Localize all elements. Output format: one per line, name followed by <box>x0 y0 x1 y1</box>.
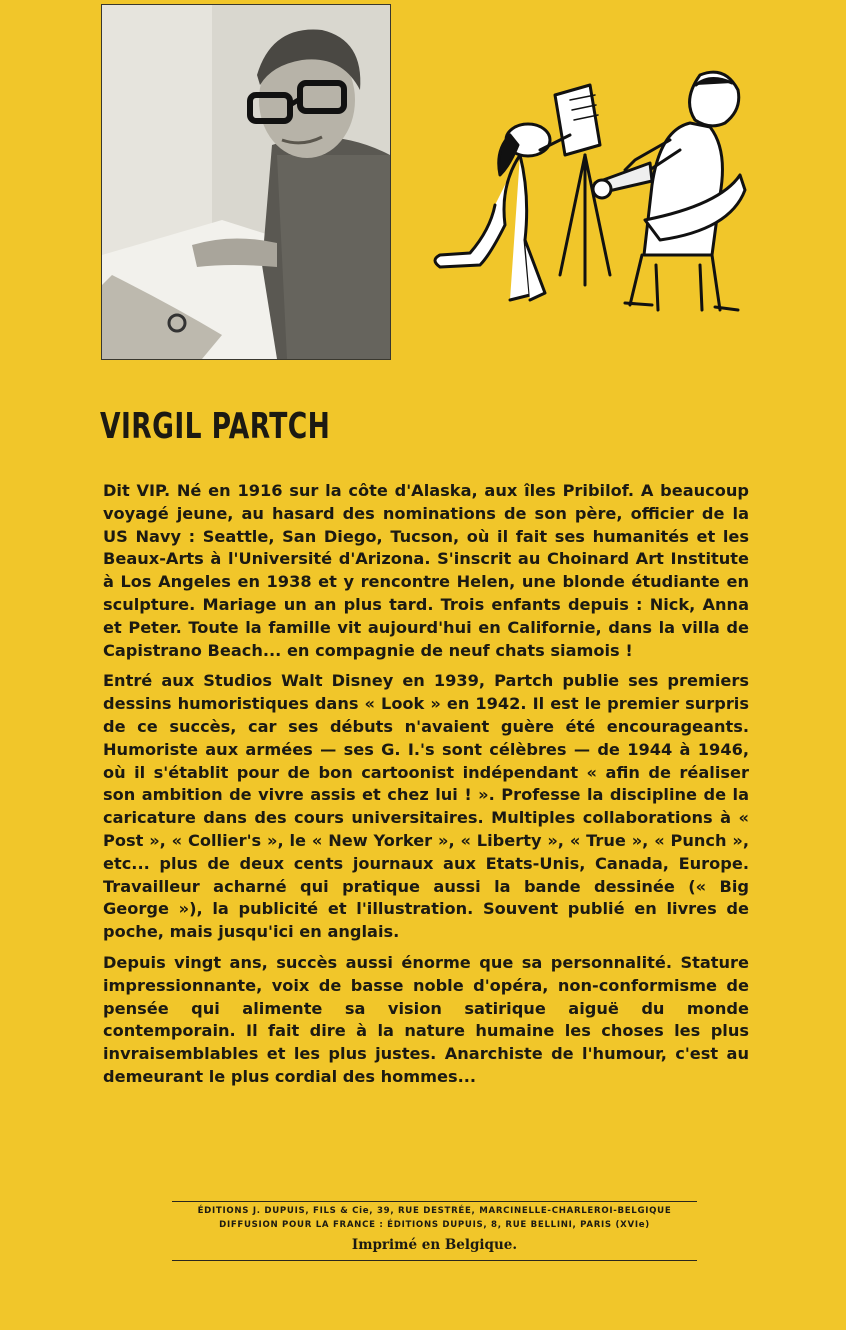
bio-paragraph: Depuis vingt ans, succès aussi énorme que sa personnalité. Stature impressionnante, voix de basse noble d'opéra, non-conformisme de pensée qui alimente sa vision satirique aiguë du monde contemporain. Il fait dire à la nature humaine les choses les plus invraisemblables et les plus justes. Anarchiste de l'humour, c'est au demeurant le plus cordial des hommes... <box>103 952 749 1086</box>
publisher-address: ÉDITIONS J. DUPUIS, FILS & Cie, 39, RUE DESTRÉE, MARCINELLE-CHARLEROI-BELGIQUE <box>197 1206 672 1216</box>
biography <box>103 480 749 1097</box>
distribution-address: DIFFUSION POUR LA FRANCE : ÉDITIONS DUPUIS, 8, RUE BELLINI, PARIS (XVIe) <box>219 1220 650 1230</box>
bio-paragraph: Entré aux Studios Walt Disney en 1939, Partch publie ses premiers dessins humoristiques dans « Look » en 1942. Il est le premier surpris de ce succès, car ses débuts n'avaient guère été encourageants. Humoriste aux armées — ses G. I.'s sont célèbres — de 1944 à 1946, où il s'établit pour de bon cartoonist indépendant « afin de réaliser son ambition de vivre assis et chez lui ! ». Professe la discipline de la caricature dans des cours universitaires. Multiples collaborations à « Post », « Collier's », le « New Yorker », « Liberty », « True », « Punch », etc... plus de deux cents journaux aux Etats-Unis, Canada, Europe. Travailleur acharné qui pratique aussi la bande dessinée (« Big George »), la publicité et l'illustration. Souvent publié en livres de poche, mais jusqu'ici en anglais. <box>103 671 749 942</box>
dog-trumpet-cartoon <box>420 55 760 330</box>
printed-in: Imprimé en Belgique. <box>351 1237 518 1253</box>
footer-divider <box>172 1201 697 1202</box>
author-name: VIRGIL PARTCH <box>100 406 331 447</box>
bio-paragraph: Dit VIP. Né en 1916 sur la côte d'Alaska, aux îles Pribilof. A beaucoup voyagé jeune, au hasard des nominations de son père, officier de la US Navy : Seattle, San Diego, Tucson, où il fait ses humanités et les Beaux-Arts à l'Université d'Arizona. S'inscrit au Choinard Art Institute à Los Angeles en 1938 et y rencontre Helen, une blonde étudiante en sculpture. Mariage un an plus tard. Trois enfants depuis : Nick, Anna et Peter. Toute la famille vit aujourd'hui en Californie, dans la villa de Capistrano Beach... en compagnie de neuf chats siamois ! <box>103 481 749 660</box>
footer-divider <box>172 1260 697 1261</box>
author-photo <box>101 4 391 360</box>
